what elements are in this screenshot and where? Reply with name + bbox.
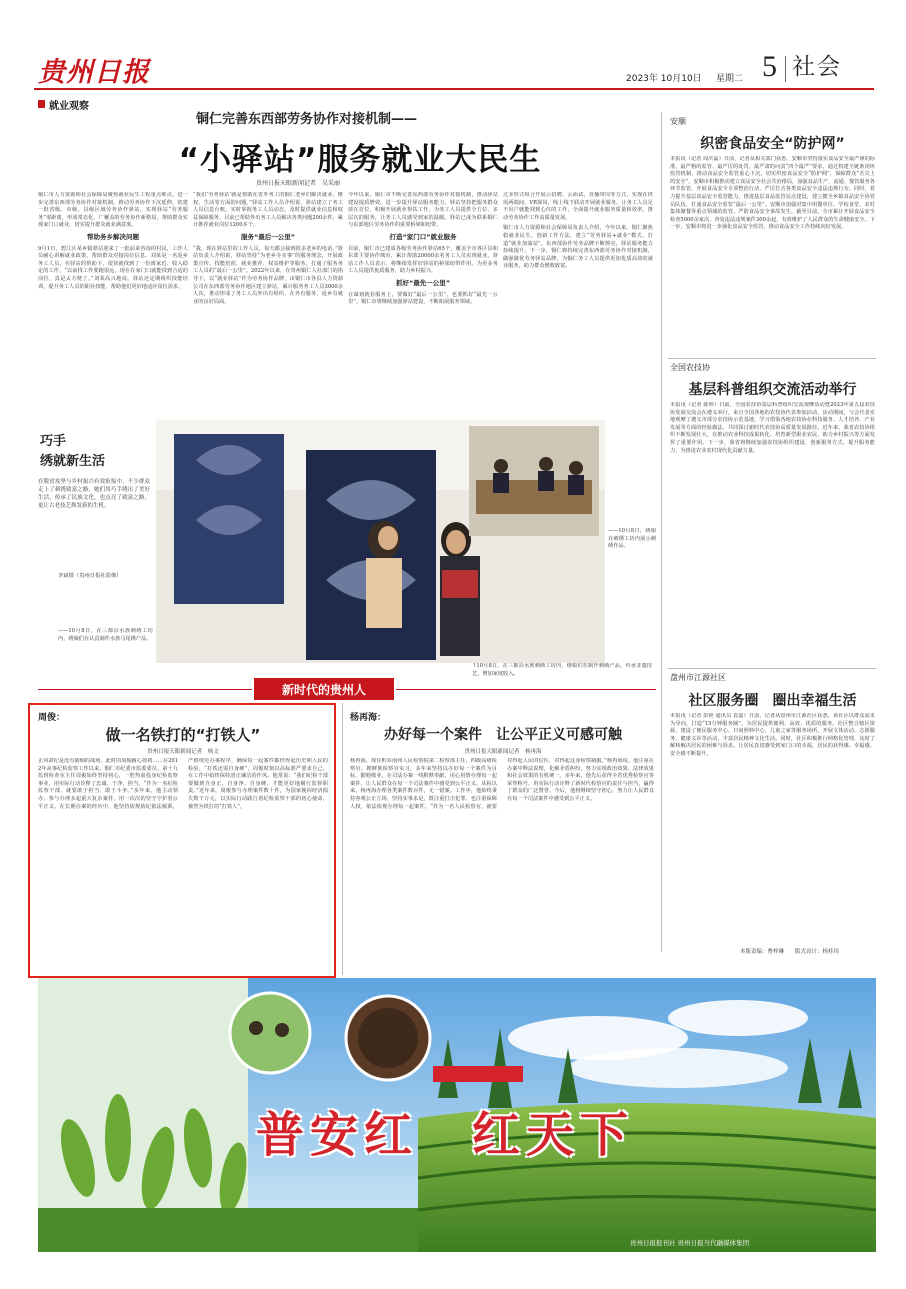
sidebar-title: 巧手 绣就新生活 (40, 434, 106, 469)
tag-jiangyuan: 盘州市江源社区 (670, 673, 726, 682)
lead-col-3-para-2: 目前，铜仁市已建成各级劳务协作驿站65个，覆盖全市各区县和东部主要协作城市，累计帮助20000余名务工人员实现就业。驿站工作人员表示，将继续发挥好驿站的桥梁纽带作用，为更多务工人员提供优质服务，助力乡村振兴。 (348, 245, 498, 275)
profile-zhoujun-byline: 贵州日报天眼新闻记者 杨文 (147, 749, 219, 755)
masthead-rule (34, 88, 874, 90)
lead-col-4-para-2: 铜仁市人力资源和社会保障局负责人介绍，今年以来，铜仁聚焦稳就业民生，创新工作方法，建立“劳务驿站+就业”模式，打造“就业加油站”，东西部协作劳务品牌不断擦亮，驿站服务能力持续提升。下一步，铜仁将持续完善东西部劳务协作对接机制，做强做优劳务驿站品牌，为铜仁务工人员提供更加优质高效的就业服务，助力群众增收致富。 (503, 225, 653, 270)
tag-nongjixie: 全国农技协 (670, 363, 710, 372)
sidebar-text: 在脱贫攻坚与乡村振兴有效衔接中，不少群众走上了刺绣致富之路，她们用巧手绣出了美好生活，传承了民族文化，也点亮了致富之路，更让古老技艺焕发新的生机。 (38, 479, 150, 509)
sidebar-caption-1: ——10月8日，在三都县水族刺绣工坊内，绣娘们在认真制作水族马尾绣产品。 (58, 628, 153, 642)
story-science-body: 本报讯（记者 陈婷）日前，全国农技协基层科普组织交流观摩活动暨2023年第五届农技协发展交流会在遵义举行，来自全国各地的农技协代表参加活动。活动期间，与会代表实地观摩了遵义市部分农技协示范基地，学习借鉴各地农技协在科技服务、人才培养、产业发展等方面的经验做法，共同探讨新时代农技协高质量发展路径。近年来，我省农技协组织不断发展壮大，在推动农业科技成果转化、培育新型职业农民、助力乡村振兴等方面发挥了重要作用。下一步，我省将继续加强农技协组织建设，创新服务方式，提升服务能力，为推进农业农村现代化贡献力量。 (670, 402, 875, 454)
column-tag-label: 就业观察 (49, 101, 89, 112)
newspaper-logo: 贵州日报 (38, 57, 150, 88)
profile-zhoujun-body: 正风肃纪是没有硝烟的战场，此时的周俊耐心如初……在2012年从事纪检监察工作以来，铜仁市纪委市监委委员、第十九监督检查室主任周俊始终坚持初心，一腔热血投身纪检监察事业，用实际行动诠释了忠诚、干净、担当。“作为一名纪检监察干部，就要敢于担当、敢于斗争。”多年来，他主动领办、参与办理多起重大复杂案件，用一次次的坚守守护着公平正义。在长期办案的经历中，他坚持依规依纪依法履职，严格规范办案程序，确保每一起案件都经得起历史和人民的检验。“打铁还需自身硬”，周俊时刻以高标准严要求自己，在工作中始终保持清正廉洁的作风。他常说：“我们纪检干部要做到自身正、自身净、自身硬，才能更好地履行监督职责。”近年来，周俊参与办理案件数十件，为国家挽回经济损失数千万元，以实际行动践行着纪检监察干部的初心使命，被誉为铁打的“打铁人”。 (38, 758, 328, 810)
lead-col-3-para-3: 在谋划就业服务上，要做好“最后一公里”，也要抓好“最先一公里”。铜仁市将继续加强驿站建设，不断拓展服务领域。 (348, 291, 498, 306)
sidebar-caption-3: ↑10月8日，在三都县水族刺绣工坊内，绣娘们在制作刺绣产品，传承非遗技艺，增加家庭收入。 (472, 663, 652, 677)
story-community-title: 社区服务圈 圈出幸福生活 (688, 693, 857, 709)
story-food-safety-body: 本报讯（记者 周庆磊）日前，记者从相关部门获悉，安顺市坚持落实食品安全最严谨的标准、最严格的监管、最严厉的处罚、最严肃的问责“四个最严”要求，通过构建全链条闭环监管机制、推动食品安全监管重心下沉，切实织密食品安全“防护网”，保障群众“舌尖上的安全”。安顺市积极推动建立食品安全社会共治格局，加强食品生产、流通、餐饮服务各环节监管，开展食品安全专项整治行动，严厉打击各类食品安全违法违规行为。同时，着力提升基层食品安全监管能力，推进基层食品监管站点建设，建立健全乡镇食品安全协管员队伍，打通食品安全监管“最后一公里”。安顺市加强对集中用餐单位、学校食堂、农村集体聚餐等重点领域的监管，严防食品安全事故发生。截至目前，全市累计开展食品安全检查5000余家次，查处违法违规案件300余起，有效维护了人民群众的生命健康安全。下一步，安顺市将进一步强化食品安全监管，推动食品安全工作持续向好发展。 (670, 156, 875, 231)
embroidery-photo-main (156, 420, 605, 663)
column-divider (661, 112, 662, 952)
issue-date: 2023年 10月10日 (626, 74, 702, 84)
sidebar-author: 李斌摄（贵州日报社影像） (58, 573, 122, 579)
editor-credits: 本版责编：曹梓琳 版式设计：杨桂玮 (740, 949, 840, 955)
issue-weekday: 星期二 (716, 74, 744, 84)
lead-col-3-subhead: 打造“家门口”就业服务 (389, 232, 457, 241)
lead-col-3-subhead-2: 抓好“最先一公里” (395, 278, 451, 287)
section-name: 社会 (792, 54, 842, 80)
section-banner-label: 新时代的贵州人 (281, 683, 366, 697)
lead-col-4-para: 过多形式组合开展云招聘、云面试、直播带岗等方式，实现在供需两端间、VR探岗，线上线下联动开展就业服务，让务工人员足不出户就能找到心仪的工作，全面提升就业服务质量和效率，推动劳务协作工作高质量发展。 (503, 192, 653, 221)
profile-yang-byline: 贵州日报天眼新闻记者 杨再海 (464, 749, 542, 755)
right-rule-1 (668, 358, 876, 359)
embroidery-scene (156, 420, 605, 663)
lead-col-1-subhead: 帮助务乡解决问题 (87, 232, 139, 241)
lead-col-3 (348, 192, 498, 406)
profile-zhoujun-label: 周俊： (38, 713, 66, 723)
lead-col-3-para: 今年以来，铜仁市不断完善东西部劳务协作对接机制，推动驿站建设提质增效，进一步提升驿站服务能力。驿站坚持把服务群众放在首位，积极开展就业帮扶工作，为务工人员提供全方位、多层次的服务，让务工人员感受到家的温暖。驿站已成为联系铜仁与东部地区劳务协作的重要桥梁和纽带。 (348, 192, 498, 229)
lead-byline: 贵州日报天眼新闻记者 吴采丽 (256, 180, 341, 187)
tag-anshun: 安顺 (670, 117, 686, 126)
ad-slogan: 普安红 红天下 (256, 1107, 635, 1163)
profile-yang-label: 杨再海： (350, 713, 387, 723)
column-tag-marker (38, 100, 45, 108)
profile-divider (342, 703, 343, 975)
lead-col-2-para-2: “我，现在驿站里的工作人员，每天都会接到很多老乡的电话。”驿站负责人介绍说，驿站坚持“为老乡办实事”的服务理念，开展政策宣传、技能培训、就业推荐、权益维护等服务，打通了服务务工人员的“最后一公里”。2022年以来，在贵州铜仁人社部门的指导下，以“就业驿站”作为劳务协作品牌，由铜仁市各县人力资源公司在东西部劳务协作地区建立驿站，累计服务务工人员3000余人次，推动形成了务工人员外出有组织、在外有服务、返乡有就业的良好局面。 (193, 245, 343, 305)
tea-advertisement (38, 978, 876, 1252)
profile-zhoujun-title: 做一名铁打的“打铁人” (105, 726, 261, 744)
profile-yang-body: 杨再海，现任黔东南州人民检察院第二检察部主任，四级高级检察官。朝鲜族检察官实习，多年来坚持以办好每一个案件为目标，勤勉敬业，在司法办案一线默默奉献，用心用情办理每一起案件，让人民群众在每一个司法案件中感受到公平正义。从检以来，杨再海办理各类案件数百件，无一错案。工作中，他始终秉持客观公正立场，坚持实事求是，既注重打击犯罪，也注重保障人权，依法依规办理每一起案件。“作为一名人民检察官，就要对得起人民的信任，对得起这身检察制服。”杨再海说。他注重在办案中释法说理，化解矛盾纠纷，努力实现政治效果、法律效果和社会效果的有机统一。多年来，他先后获得全省优秀检察官等荣誉称号，用实际行动诠释了新时代检察官的责任与担当，赢得了群众的广泛赞誉。今后，他将继续坚守初心，努力让人民群众在每一个司法案件中感受到公平正义。 (350, 758, 654, 810)
lead-headline: “小驿站”服务就业大民生 (178, 142, 542, 178)
banner-line-right (396, 689, 656, 690)
right-rule-2 (668, 668, 876, 669)
section-banner (254, 678, 394, 700)
story-science-title: 基层科普组织交流活动举行 (688, 382, 857, 398)
lead-col-1 (38, 192, 188, 406)
sidebar-caption-2: ——10月8日，绣娘在刺绣工坊内展示刺绣作品。 (608, 528, 656, 550)
ad-credit: 贵州日报报刊社 贵州日报当代融媒体集团 (630, 1239, 750, 1247)
lead-col-1-para-2: 9月1日，碧江区某乡镇驿站迎来了一批前来咨询的村民，工作人员耐心讲解就业政策，帮助群众对接岗位信息。刘某是一名返乡务工人员，在驿站的帮助下，很快就找到了一份离家近、收入稳定的工作。“以前找工作要跑很远，现在在家门口就能找到合适的岗位，真是太方便了。”刘某高兴地说。驿站还定期组织技能培训，提升务工人员的职业技能，帮助他们更好地适应岗位需求。 (38, 245, 188, 290)
lead-col-4 (503, 192, 653, 406)
lead-col-2 (193, 192, 343, 406)
lead-subtitle: 铜仁完善东西部劳务协作对接机制—— (196, 112, 418, 127)
masthead (0, 0, 906, 96)
profile-yang-title: 办好每一个案件 让公平正义可感可触 (384, 727, 622, 743)
page-number: 5 (762, 50, 777, 83)
story-food-safety-title: 织密食品安全“防护网” (700, 136, 845, 152)
story-community-body: 本报讯（记者 彭艳 通讯员 袁嘉）日前，记者从盘州市江源社区获悉，该社区以群众需求为导向，打造“15分钟服务圈”，为居民提供便利、高效、优质的服务。社区整合辖区资源，建设了便民服务中心、日间照料中心、儿童之家等服务场所，开展文体活动、志愿服务、健康义诊等活动，丰富居民精神文化生活。同时，社区积极推行网格化管理，及时了解和解决居民的困难与诉求，让居民真切感受到家门口的幸福，居民的获得感、幸福感、安全感不断提升。 (670, 713, 875, 757)
lead-col-1-para: 铜仁市人力资源和社会保障局聚焦就业民生工程重点难点，进一步完善东西部劳务协作对接机制，推动劳务协作下沉延伸，铝建一批省级、市级、县级区域劳务协作驿站，实现驿站“劳务服务”零距离，形成常态化、广覆盖的劳务协作新格局，帮助群众实现家门口就业，切实提升群众就业满意度。 (38, 192, 188, 229)
lead-col-2-subhead: 服务“最后一公里” (240, 232, 296, 241)
lead-col-2-para: “我们‘劳务驿站’就是帮助在省外务工的铜仁老乡们解决就业、维权、生活等方面的问题。”驿站工作人员介绍说，驿站建立了务工人员信息台账，实时掌握务工人员动态，及时提供就业信息和权益保障服务。目前已帮助外出务工人员解决各类问题200余件，累计推荐就业岗位1200多个。 (193, 192, 343, 229)
banner-line-left (38, 689, 252, 690)
page-divider (785, 56, 786, 82)
